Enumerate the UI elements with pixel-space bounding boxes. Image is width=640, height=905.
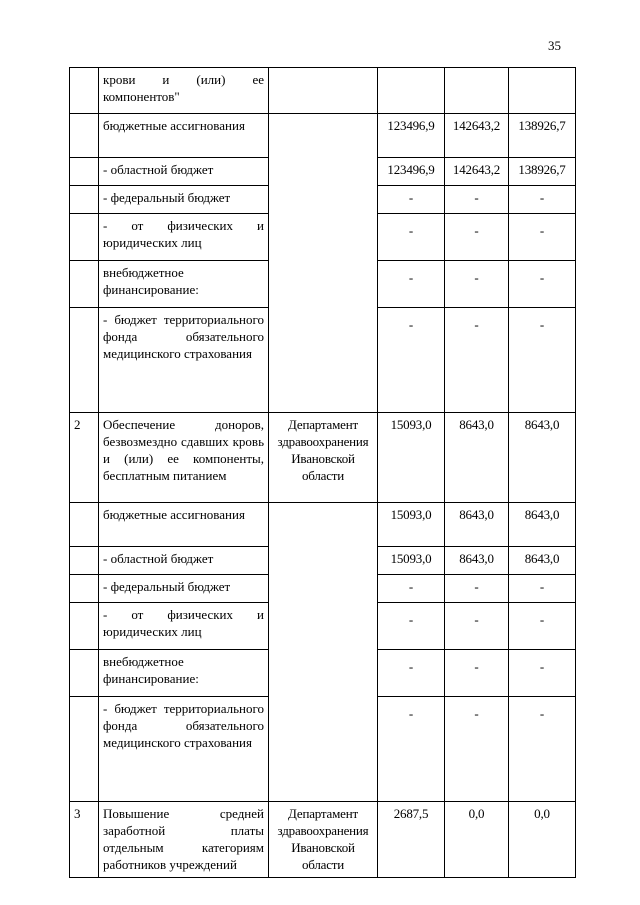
- value-cell: -: [509, 697, 576, 802]
- source-label: - бюджет территориального фонда обязательного медицинского страхования: [99, 697, 269, 802]
- budget-table: [69, 67, 576, 878]
- value-cell: -: [509, 650, 576, 697]
- value-cell: 8643,0: [509, 413, 576, 503]
- table-row: [70, 802, 576, 878]
- value-cell: -: [378, 214, 445, 261]
- value-cell: 0,0: [445, 802, 509, 878]
- source-label: - федеральный бюджет: [99, 186, 269, 214]
- table-row: [70, 413, 576, 503]
- value-cell: -: [445, 186, 509, 214]
- value-cell: -: [378, 603, 445, 650]
- source-label: - бюджет территориального фонда обязательного медицинского страхования: [99, 308, 269, 413]
- value-cell: -: [509, 261, 576, 308]
- item-number: 3: [70, 802, 99, 878]
- source-label: внебюджетное финансирование:: [99, 650, 269, 697]
- page-number: 35: [548, 38, 561, 53]
- item-name: Обеспечение доноров, безвозмездно сдавших кровь и (или) ее компоненты, бесплатным питанием: [99, 413, 269, 503]
- source-label: бюджетные ассигнования: [99, 503, 269, 547]
- value-cell: -: [445, 697, 509, 802]
- value-cell: 8643,0: [509, 503, 576, 547]
- value-cell: -: [445, 214, 509, 261]
- value-cell: -: [445, 308, 509, 413]
- value-cell: -: [378, 308, 445, 413]
- value-cell: -: [378, 186, 445, 214]
- item-executor: Департамент здравоохранения Ивановской области: [269, 413, 378, 503]
- item-name: крови и (или) ее компонентов": [99, 68, 269, 114]
- source-label: бюджетные ассигнования: [99, 114, 269, 158]
- item-number: 2: [70, 413, 99, 503]
- value-cell: -: [378, 650, 445, 697]
- value-cell: 123496,9: [378, 114, 445, 158]
- value-cell: -: [509, 575, 576, 603]
- value-cell: -: [378, 575, 445, 603]
- source-label: - областной бюджет: [99, 547, 269, 575]
- value-cell: 8643,0: [445, 547, 509, 575]
- source-label: - областной бюджет: [99, 158, 269, 186]
- table-row: [70, 68, 576, 114]
- value-cell: -: [445, 603, 509, 650]
- value-cell: 8643,0: [509, 547, 576, 575]
- value-cell: -: [509, 214, 576, 261]
- value-cell: -: [509, 186, 576, 214]
- source-label: - от физических и юридических лиц: [99, 603, 269, 650]
- item-executor: Департамент здравоохранения Ивановской области: [269, 802, 378, 878]
- value-cell: 123496,9: [378, 158, 445, 186]
- value-cell: -: [378, 261, 445, 308]
- value-cell: 138926,7: [509, 114, 576, 158]
- value-cell: 142643,2: [445, 114, 509, 158]
- value-cell: 142643,2: [445, 158, 509, 186]
- table-row: [70, 114, 576, 158]
- value-cell: 2687,5: [378, 802, 445, 878]
- value-cell: 138926,7: [509, 158, 576, 186]
- source-label: - федеральный бюджет: [99, 575, 269, 603]
- table-row: [70, 503, 576, 547]
- value-cell: 8643,0: [445, 413, 509, 503]
- value-cell: -: [445, 575, 509, 603]
- value-cell: -: [378, 697, 445, 802]
- value-cell: -: [445, 261, 509, 308]
- value-cell: 15093,0: [378, 413, 445, 503]
- source-label: - от физических и юридических лиц: [99, 214, 269, 261]
- value-cell: -: [509, 308, 576, 413]
- value-cell: 8643,0: [445, 503, 509, 547]
- value-cell: -: [445, 650, 509, 697]
- value-cell: 0,0: [509, 802, 576, 878]
- value-cell: 15093,0: [378, 503, 445, 547]
- value-cell: -: [509, 603, 576, 650]
- item-name: Повышение средней заработной платы отдельным категориям работников учреждений: [99, 802, 269, 878]
- value-cell: 15093,0: [378, 547, 445, 575]
- source-label: внебюджетное финансирование:: [99, 261, 269, 308]
